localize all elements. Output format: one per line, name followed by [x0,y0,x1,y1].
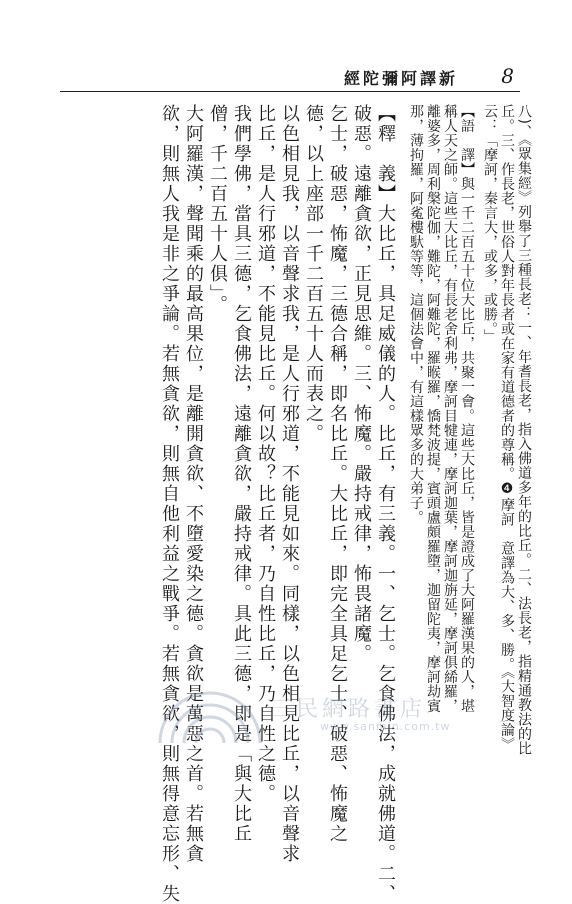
note-column: 云：「摩訶，秦言大，或多，或勝。」 [482,104,498,344]
commentary-column: 破惡。遠離貪欲，正見思維。三、怖魔。嚴持戒律，怖畏諸魔。 [351,104,372,664]
running-title: 經陀彌阿譯新 [343,69,458,88]
column-gap [397,104,407,764]
translation-column: 稱人天之師。這些大比丘，有長老舍利弗，摩訶目犍連，摩訶迦葉，摩訶迦旃延，摩訶俱絺羅， [442,104,458,713]
body-text [54,104,532,904]
watermark-url: www.sanmin.com.tw [320,720,451,733]
commentary-column: 僧，千二百五十人俱」。 [207,104,228,315]
commentary-column: 欲，則無人我是非之爭論。若無貪欲，則無自他利益之戰爭。若無貪欲，則無得意忘形、失 [159,104,180,904]
commentary-column: 【釋 義】大比丘，具足威儀的人。比丘，有三義。一、乞士。乞食佛法，成就佛道。二、 [375,104,396,904]
commentary-column: 乞士，破惡，怖魔，三德合稱，即名比丘。大比丘，即完全具足乞士、破惡、怖魔之 [327,104,348,844]
watermark-text: 三民網路書店 [270,697,427,722]
commentary-column: 比丘，是人行邪道，不能見比丘。何以故？比丘者，乃自性比丘，乃自性之德。 [255,104,276,804]
translation-column: 那，薄拘羅，阿㝹樓馱等等，這個法會中，有這樣眾多的大弟子。 [408,104,424,525]
commentary-column: 大阿羅漢，聲聞乘的最高果位，是離開貪欲、不墮愛染之德。貪欲是萬惡之首。若無貪 [183,104,204,864]
translation-column: 離婆多，周利槃陀伽，難陀，阿難陀，羅睺羅，憍梵波提，賓頭盧頗羅墮，迦留陀夷，摩訶劫賓 [425,104,441,713]
note-column: 八)、《眾集經》列舉了三種長老：一、年耆長老，指入佛道多年的比丘。二、法長老，指精通教法的比 [516,104,532,756]
header-rule [60,91,520,92]
page-header [60,66,520,92]
note-column: 丘。三、作長老，世俗人對年長者或在家有道德者的尊稱。❹摩訶 意譯為大、多、勝。《大智度論》 [499,104,515,752]
translation-column: 【語 譯】與一千二百五十位大比丘，共聚一會。這些大比丘，皆是證成了大阿羅漢果的人，堪 [459,104,475,713]
commentary-column: 以色相見我，以音聲求我，是人行邪道，不能見如來。同樣，以色相見比丘，以音聲求 [279,104,300,864]
commentary-column: 我們學佛，當具三德，乞食佛法，遠離貪欲，嚴持戒律。具此三德，即是「與大比丘 [231,104,252,844]
commentary-column: 德，以上座部一千二百五十人而表之。 [303,104,324,444]
page-number: 8 [501,64,514,88]
